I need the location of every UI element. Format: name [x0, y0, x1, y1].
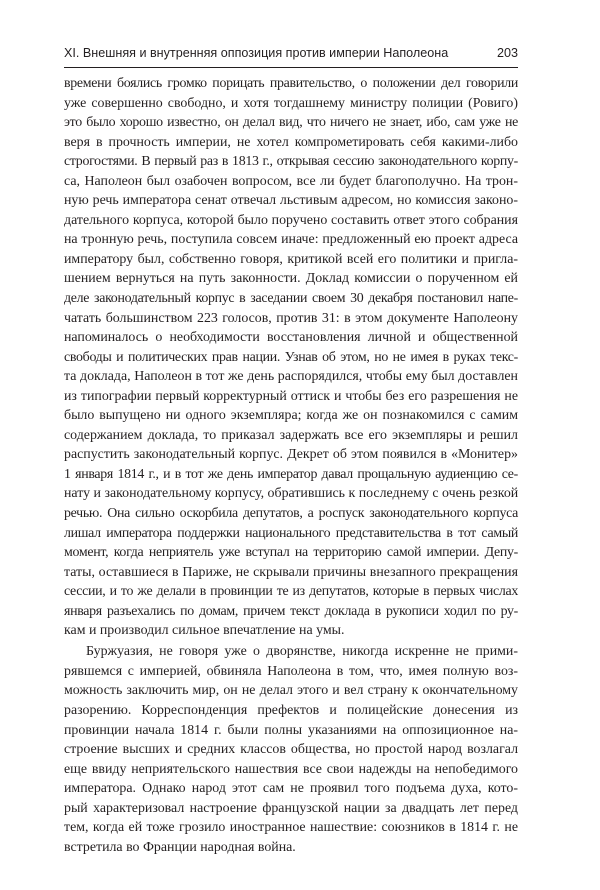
text-line: са, Наполеон был озабочен вопросом, все ли будет благополучно. На трон- — [64, 173, 518, 189]
running-head — [64, 46, 518, 64]
text-line: уже совершенно свободно, и хотя тогдашнему министру полиции (Ровиго) — [64, 95, 518, 111]
body-text — [64, 74, 518, 857]
page-number: 203 — [496, 46, 518, 60]
text-line: лишал императора поддержки национального представительства в тот самый — [64, 525, 518, 541]
text-line: дательного корпуса, которой было поручено составить ответ этого собрания — [64, 212, 518, 228]
text-line: содержанием доклада, то приказал задержать все его экземпляры и решил — [64, 427, 518, 443]
text-line: было выпущено ни одного экземпляра; когда же он познакомился с самим — [64, 408, 518, 424]
text-line: ную речь императора сенат отвечал льстивым адресом, но комиссия законо- — [64, 193, 518, 209]
text-line: чатать большинством 223 голосов, против 31: в этом документе Наполеону — [64, 310, 518, 326]
text-line: еще ввиду неприятельского нашествия все свои надежды на непобедимого — [64, 761, 518, 777]
text-line: нату и законодательному корпусу, обратившись к последнему с очень резкой — [64, 486, 519, 502]
text-line: времени боялись громко порицать правительство, о положении дел говорили — [64, 76, 518, 91]
text-line: это было хорошо известно, он делал вид, что ничего не знает, ибо, сам уже не — [64, 115, 518, 131]
text-line: Буржуазия, не говоря уже о дворянстве, никогда искренне не прими- — [86, 644, 518, 660]
header-rule — [64, 67, 518, 68]
text-line: таты, оставшиеся в Париже, не скрывали причины внезапного прекращения — [64, 564, 518, 580]
text-line: императора. Однако народ этот сам не проявил того подъема духа, кото- — [64, 781, 518, 797]
text-line: строгостями. В первый раз в 1813 г., открывая сессию законодательного корпу- — [64, 154, 518, 170]
text-line: шением вернуться на путь законности. Доклад комиссии о порученном ей — [64, 271, 518, 287]
text-line: напоминалось о необходимости восстановления личной и общественной — [64, 330, 518, 346]
text-line: рый характеризовал настроение французской нации за двадцать лет перед — [64, 800, 518, 816]
text-line: на тронную речь, поступила совсем иначе: предложенный ею проект адреса — [64, 232, 518, 248]
text-line: можность заключить мир, он не делал этого и вел страну к окончательному — [64, 683, 518, 699]
text-line: провинции начала 1814 г. были полны указаниями на оппозиционное на- — [64, 722, 518, 738]
text-line: императору был, собственно говоря, критикой всей его политики и пригла- — [64, 251, 518, 267]
text-line: января разъехались по домам, причем текст доклада в рукописи ходил по ру- — [64, 603, 518, 619]
text-line: сессии, и то же делали в провинции те из депутатов, которые в первых числах — [64, 584, 518, 600]
text-line: момент, когда неприятель уже вступал на территорию самой империи. Депу- — [64, 545, 518, 561]
text-line: веря в прочность империи, не хотел компрометировать себя какими-либо — [64, 134, 518, 150]
text-line: рявшемся с империей, обвиняла Наполеона в том, что, имея полную воз- — [64, 663, 518, 679]
paragraph — [64, 642, 518, 857]
text-line: кам и производил сильное впечатление на умы. — [64, 623, 345, 639]
text-line: свободы и политических прав нации. Узнав об этом, но не имея в руках текс- — [64, 349, 518, 365]
text-line: разорению. Корреспонденция префектов и полицейские донесения из — [64, 703, 518, 718]
text-line: строение высших и средних классов общества, но простой народ возлагал — [64, 742, 518, 758]
text-line: деле законодательный корпус в заседании своем 30 декабря постановил напе- — [64, 291, 518, 307]
paragraph — [64, 74, 518, 641]
text-line: распустить законодательный корпус. Декрет об этом появился в «Монитер» — [64, 447, 518, 463]
text-line: тем, когда ей тоже грозило иностранное нашествие: союзников в 1814 г. не — [64, 820, 518, 836]
text-line: из типографии первый корректурный оттиск и чтобы без его разрешения не — [64, 388, 518, 404]
text-line: встретила во Франции народная война. — [64, 839, 296, 855]
text-line: та доклада, Наполеон в тот же день распорядился, чтобы ему был доставлен — [64, 369, 518, 385]
text-line: речью. Она сильно оскорбила депутатов, а роспуск законодательного корпуса — [64, 506, 518, 522]
chapter-title: XI. Внешняя и внутренняя оппозиция против империи Наполеона — [64, 46, 449, 60]
text-line: 1 января 1814 г., и в тот же день император давал прощальную аудиенцию се- — [64, 466, 518, 482]
